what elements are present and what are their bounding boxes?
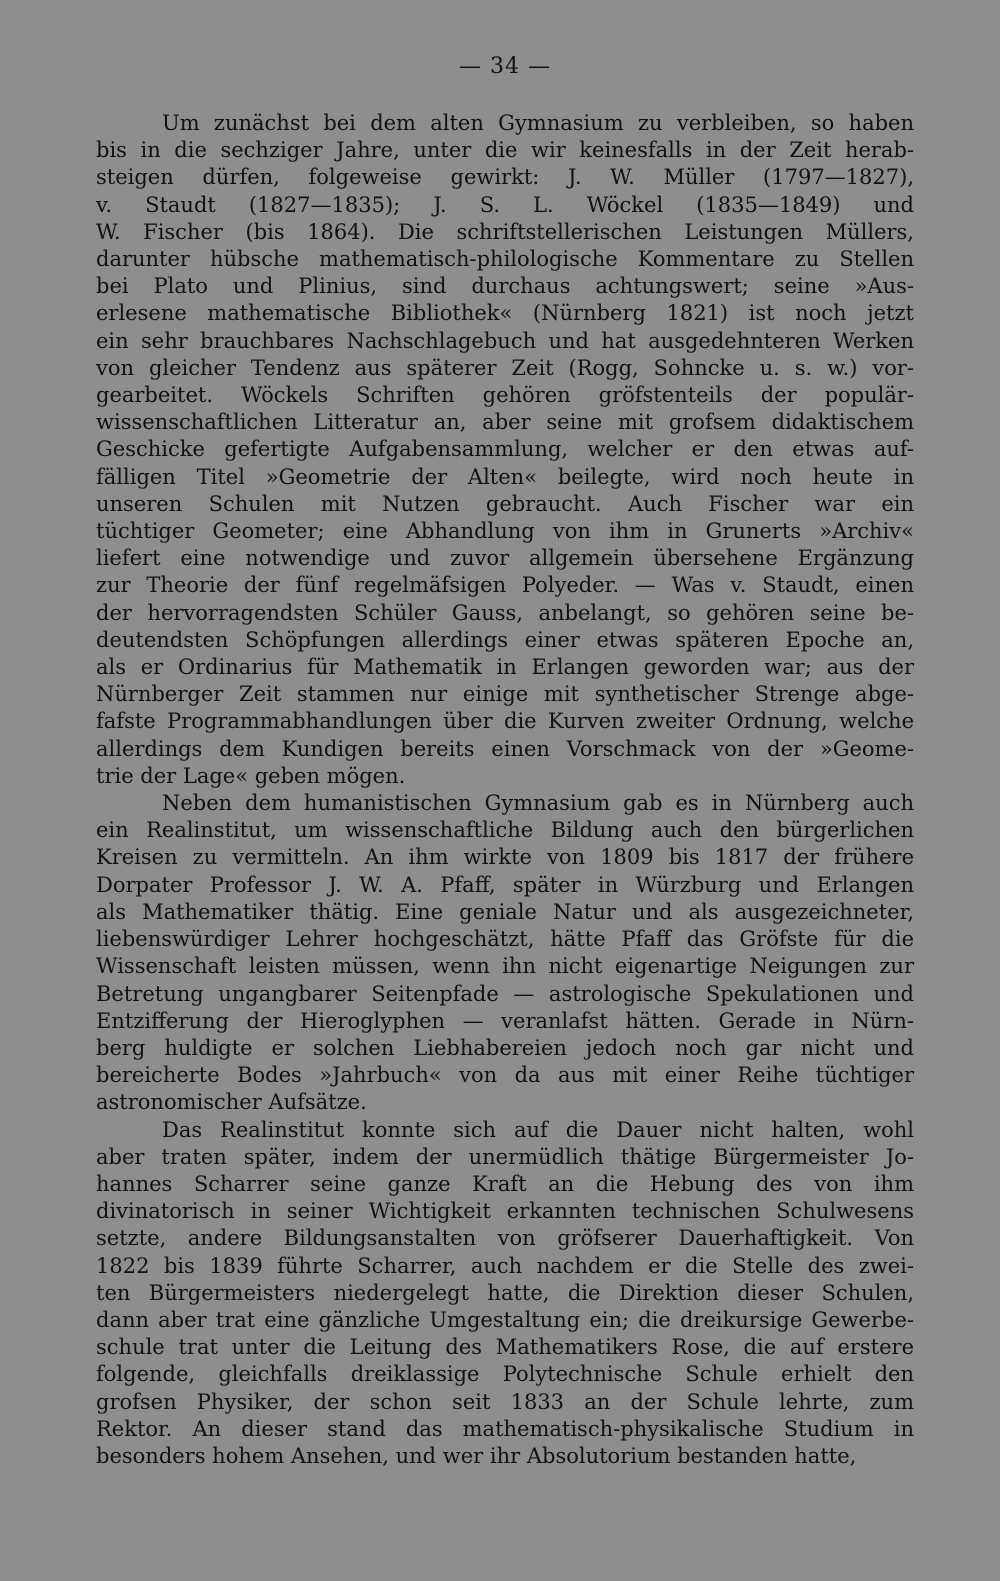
text-line: unseren Schulen mit Nutzen gebraucht. Auch Fischer war ein <box>96 491 914 516</box>
text-line: steigen dürfen, folgeweise gewirkt: J. W. Müller (1797—1827), <box>96 165 914 190</box>
text-line: besonders hohem Ansehen, und wer ihr Absolutorium bestanden hatte, <box>96 1443 857 1468</box>
text-line: astronomischer Aufsätze. <box>96 1090 367 1115</box>
text-line: fälligen Titel »Geometrie der Alten« beilegte, wird noch heute in <box>96 464 914 489</box>
text-line: folgende, gleichfalls dreiklassige Polytechnische Schule erhielt den <box>96 1362 914 1387</box>
text-line: Das Realinstitut konnte sich auf die Dauer nicht halten, wohl <box>162 1117 914 1142</box>
text-line: Kreisen zu vermitteln. An ihm wirkte von 1809 bis 1817 der frühere <box>96 845 914 870</box>
text-line: Betretung ungangbarer Seitenpfade — astrologische Spekulationen und <box>96 981 914 1006</box>
text-line: hannes Scharrer seine ganze Kraft an die Hebung des von ihm <box>96 1171 914 1196</box>
body-text <box>96 110 914 1470</box>
text-line: Wissenschaft leisten müssen, wenn ihn nicht eigenartige Neigungen zur <box>96 954 914 979</box>
text-line: ten Bürgermeisters niedergelegt hatte, die Direktion dieser Schulen, <box>96 1280 914 1305</box>
text-line: Entzifferung der Hieroglyphen — veranlafst hätten. Gerade in Nürn- <box>96 1008 914 1033</box>
text-line: trie der Lage« geben mögen. <box>96 763 406 788</box>
text-line: der hervorragendsten Schüler Gauss, anbelangt, so gehören seine be- <box>96 600 914 625</box>
text-line: divinatorisch in seiner Wichtigkeit erkannten technischen Schulwesens <box>96 1199 914 1224</box>
text-line: grofsen Physiker, der schon seit 1833 an der Schule lehrte, zum <box>96 1389 914 1414</box>
text-line: setzte, andere Bildungsanstalten von gröfserer Dauerhaftigkeit. Von <box>96 1226 914 1251</box>
text-line: fafste Programmabhandlungen über die Kurven zweiter Ordnung, welche <box>96 709 914 734</box>
text-line: W. Fischer (bis 1864). Die schriftstellerischen Leistungen Müllers, <box>96 219 914 244</box>
text-line: ein sehr brauchbares Nachschlagebuch und hat ausgedehnteren Werken <box>96 328 914 353</box>
text-line: aber traten später, indem der unermüdlich thätige Bürgermeister Jo- <box>96 1144 914 1169</box>
paragraph <box>96 110 914 790</box>
text-line: zur Theorie der fünf regelmäfsigen Polyeder. — Was v. Staudt, einen <box>96 573 914 598</box>
page-number: — 34 — <box>459 54 551 79</box>
text-line: wissenschaftlichen Litteratur an, aber seine mit grofsem didaktischem <box>96 410 914 435</box>
text-line: Nürnberger Zeit stammen nur einige mit synthetischer Strenge abge- <box>96 682 914 707</box>
paragraph <box>96 1117 914 1471</box>
text-line: gearbeitet. Wöckels Schriften gehören gröfstenteils der populär- <box>96 383 914 408</box>
text-line: liebenswürdiger Lehrer hochgeschätzt, hätte Pfaff das Gröfste für die <box>96 927 914 952</box>
text-line: bereicherte Bodes »Jahrbuch« von da aus mit einer Reihe tüchtiger <box>96 1063 914 1088</box>
text-line: bis in die sechziger Jahre, unter die wir keinesfalls in der Zeit herab- <box>96 138 914 163</box>
text-line: bei Plato und Plinius, sind durchaus achtungswert; seine »Aus- <box>96 274 914 299</box>
text-line: als Mathematiker thätig. Eine geniale Natur und als ausgezeichneter, <box>96 899 914 924</box>
text-line: deutendsten Schöpfungen allerdings einer etwas späteren Epoche an, <box>96 627 914 652</box>
text-line: darunter hübsche mathematisch-philologische Kommentare zu Stellen <box>96 247 914 272</box>
text-line: schule trat unter die Leitung des Mathematikers Rose, die auf erstere <box>96 1335 914 1360</box>
text-line: allerdings dem Kundigen bereits einen Vorschmack von der »Geome- <box>96 736 914 761</box>
text-line: Geschicke gefertigte Aufgabensammlung, welcher er den etwas auf- <box>96 437 914 462</box>
text-line: Um zunächst bei dem alten Gymnasium zu verbleiben, so haben <box>162 111 914 135</box>
text-line: v. Staudt (1827—1835); J. S. L. Wöckel (1835—1849) und <box>96 192 914 217</box>
text-line: berg huldigte er solchen Liebhabereien jedoch noch gar nicht und <box>96 1035 914 1060</box>
text-line: Neben dem humanistischen Gymnasium gab es in Nürnberg auch <box>162 791 914 816</box>
text-line: als er Ordinarius für Mathematik in Erlangen geworden war; aus der <box>96 655 914 680</box>
text-line: Rektor. An dieser stand das mathematisch-physikalische Studium in <box>96 1416 914 1441</box>
text-line: tüchtiger Geometer; eine Abhandlung von ihm in Grunerts »Archiv« <box>96 519 914 544</box>
paragraph <box>96 790 914 1116</box>
text-line: Dorpater Professor J. W. A. Pfaff, später in Würzburg und Erlangen <box>96 872 914 897</box>
text-line: dann aber trat eine gänzliche Umgestaltung ein; die dreikursige Gewerbe- <box>96 1307 914 1332</box>
text-line: von gleicher Tendenz aus späterer Zeit (Rogg, Sohncke u. s. w.) vor- <box>96 355 914 380</box>
text-line: liefert eine notwendige und zuvor allgemein übersehene Ergänzung <box>96 546 914 571</box>
text-line: 1822 bis 1839 führte Scharrer, auch nachdem er die Stelle des zwei- <box>96 1253 914 1278</box>
text-line: erlesene mathematische Bibliothek« (Nürnberg 1821) ist noch jetzt <box>96 301 914 326</box>
book-page <box>96 52 914 1470</box>
text-line: ein Realinstitut, um wissenschaftliche Bildung auch den bürgerlichen <box>96 818 914 843</box>
